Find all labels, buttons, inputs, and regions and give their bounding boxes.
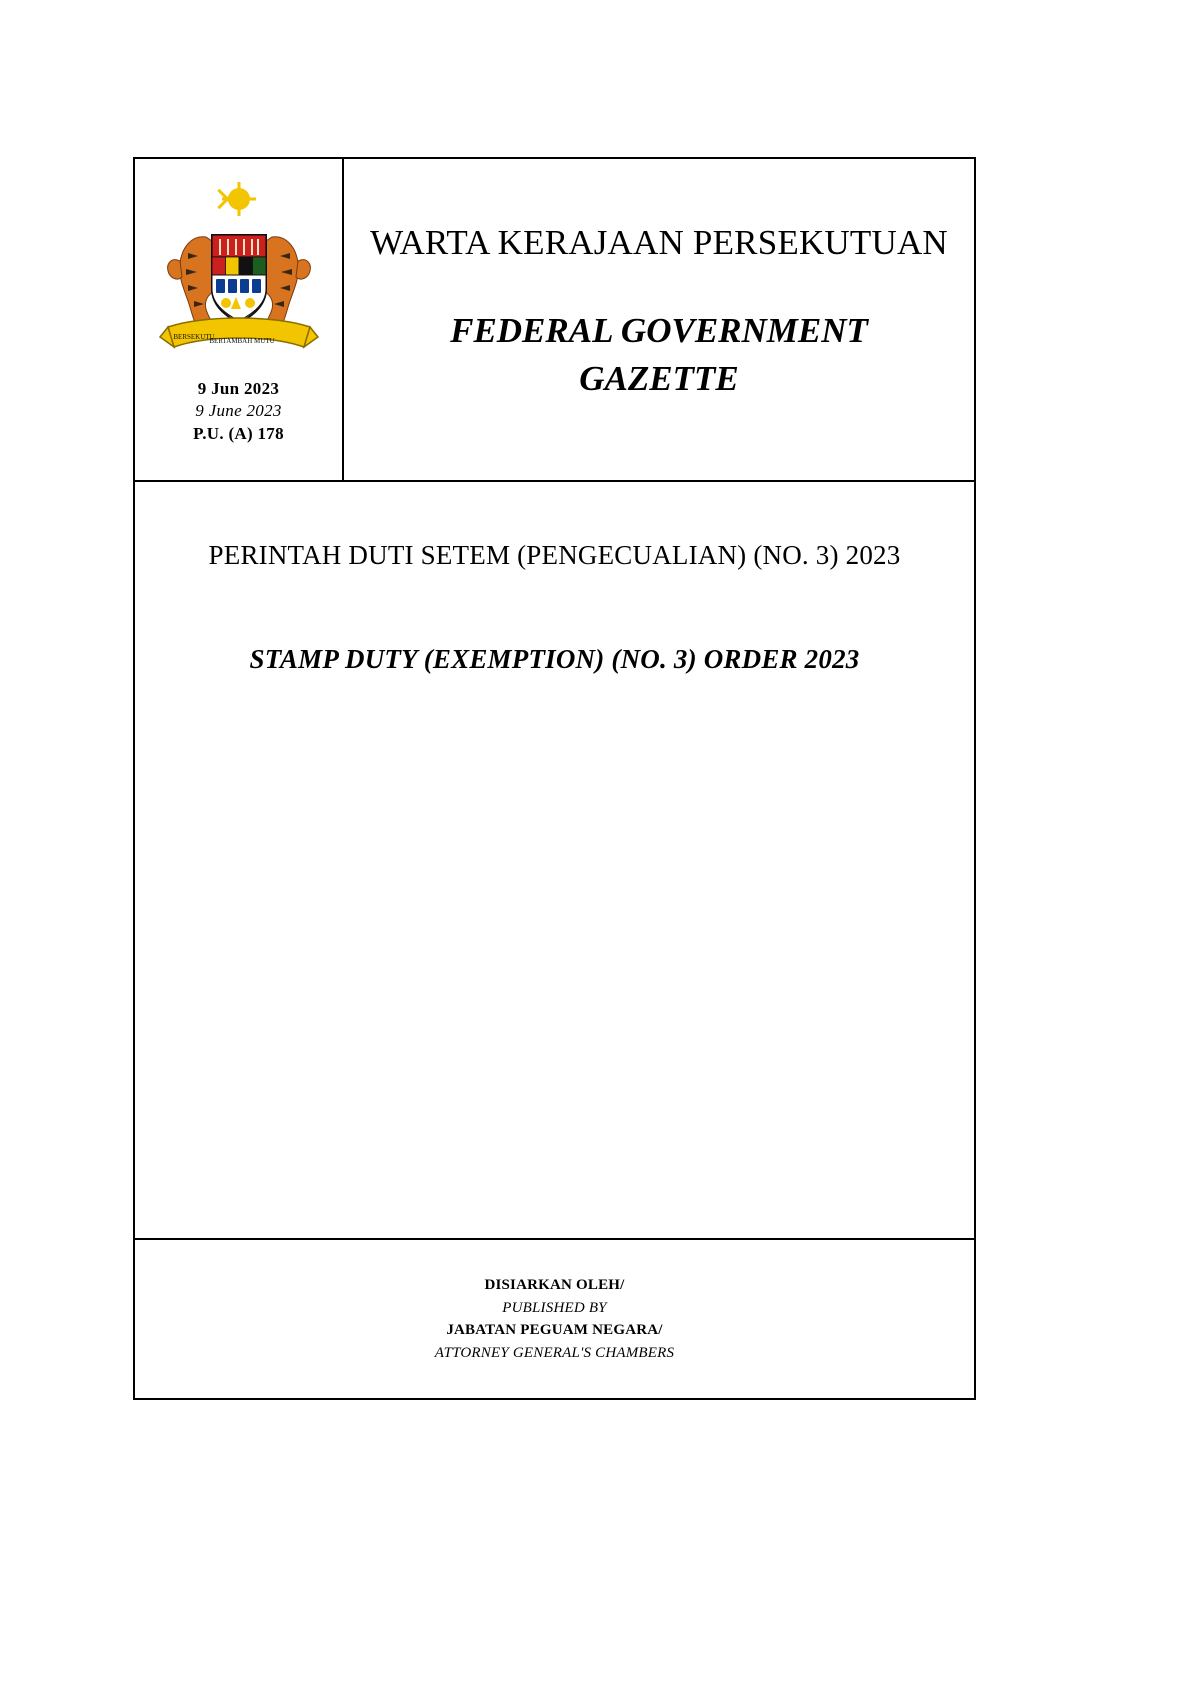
date-malay: 9 Jun 2023 [197, 379, 280, 398]
gazette-title-malay: WARTA KERAJAAN PERSEKUTUAN [370, 223, 948, 263]
publisher-footer [135, 1240, 974, 1398]
malaysia-coat-of-arms-icon [154, 177, 324, 372]
masthead [135, 159, 974, 482]
crest-cell [135, 159, 344, 480]
order-title-english: STAMP DUTY (EXEMPTION) (NO. 3) ORDER 2023 [249, 644, 860, 674]
gazette-title-english-line2: GAZETTE [579, 358, 739, 398]
publisher-malay: JABATAN PEGUAM NEGARA/ [446, 1322, 663, 1338]
order-title-section [135, 482, 974, 1240]
gazette-title-cell [344, 159, 974, 480]
date-english: 9 June 2023 [195, 401, 282, 421]
gazette-title-english [450, 307, 868, 402]
published-by-english: PUBLISHED BY [502, 1299, 607, 1316]
gazette-reference: P.U. (A) 178 [193, 423, 284, 443]
svg-text:BERSEKUTU: BERSEKUTU [172, 333, 215, 341]
order-title-malay: PERINTAH DUTI SETEM (PENGECUALIAN) (NO. 3) 2023 [208, 540, 901, 570]
gazette-cover-page [133, 157, 976, 1400]
publisher-english: ATTORNEY GENERAL'S CHAMBERS [434, 1344, 675, 1361]
gazette-title-english-line1: FEDERAL GOVERNMENT [450, 311, 868, 351]
date-block [193, 378, 284, 445]
svg-text:BERTAMBAH MUTU: BERTAMBAH MUTU [208, 337, 275, 345]
published-by-malay: DISIARKAN OLEH/ [484, 1277, 625, 1293]
